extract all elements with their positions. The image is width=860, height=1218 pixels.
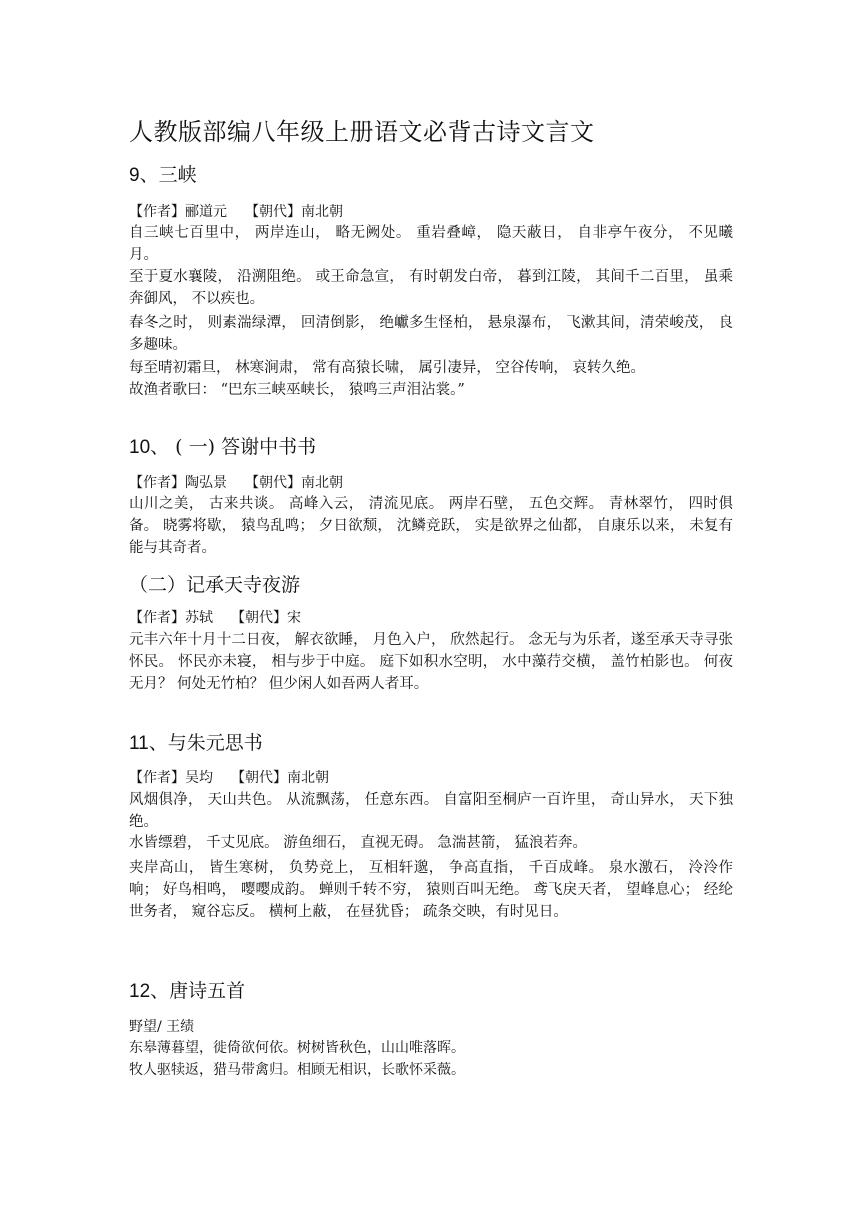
dynasty-name: 南北朝	[301, 475, 343, 491]
author-tag: 【作者】	[129, 770, 185, 786]
dynasty-name: 南北朝	[287, 770, 329, 786]
section-number: 11	[129, 733, 149, 754]
poem-title: 野望/ 王绩	[129, 1019, 195, 1035]
section-title-sanxia	[129, 160, 197, 187]
paragraph: 元丰六年十月十二日夜， 解衣欲睡， 月色入户， 欣然起行。 念无与为乐者，遂至承天寺寻张怀民。 怀民亦未寝， 相与步于中庭。 庭下如积水空明， 水中藻荇交横， 盖竹柏影也。 何夜无月？ 何处无竹柏？ 但少闲人如吾两人者耳。	[129, 632, 733, 692]
document-title: 人教版部编八年级上册语文必背古诗文言文	[129, 118, 595, 146]
author-tag: 【作者】	[129, 204, 185, 220]
section-number: 12	[129, 981, 151, 1002]
dynasty-name: 南北朝	[301, 204, 343, 220]
paragraph: 每至晴初霜旦， 林寒涧肃， 常有高猿长啸， 属引凄异， 空谷传响， 哀转久绝。	[129, 360, 646, 376]
section-number: 10	[129, 437, 151, 458]
paragraph: 故渔者歌曰： “巴东三峡巫峡长， 猿鸣三声泪沾裳。”	[129, 382, 465, 398]
section-title-dxzss	[129, 432, 316, 459]
dynasty-tag: 【朝代】	[231, 610, 287, 626]
author-name: 陶弘景	[185, 475, 227, 491]
dynasty-name: 宋	[287, 610, 301, 626]
author-line	[129, 201, 343, 221]
paragraph: 风烟俱净， 天山共色。 从流飘荡， 任意东西。 自富阳至桐庐一百许里， 奇山异水， 天下独绝。	[129, 792, 733, 830]
section-title-text: （二）记承天寺夜游	[129, 574, 301, 596]
author-line	[129, 607, 301, 627]
author-tag: 【作者】	[129, 610, 185, 626]
author-name: 苏轼	[185, 610, 213, 626]
poem-line: 东皋薄暮望，徙倚欲何依。树树皆秋色，山山唯落晖。	[129, 1040, 465, 1056]
section-number: 9	[129, 165, 140, 186]
paragraph: 自三峡七百里中， 两岸连山， 略无阙处。 重岩叠嶂， 隐天蔽日， 自非亭午夜分， 不见曦月。	[129, 225, 733, 263]
paragraph: 水皆缥碧， 千丈见底。 游鱼细石， 直视无碍。 急湍甚箭， 猛浪若奔。	[129, 835, 588, 851]
paragraph: 山川之美， 古来共谈。 高峰入云， 清流见底。 两岸石壁， 五色交辉。 青林翠竹， 四时俱备。 晓雾将歇， 猿鸟乱鸣； 夕日欲颓， 沈鳞竞跃， 实是欲界之仙都， 自康乐以来， 未复有能与其奇者。	[129, 496, 733, 556]
author-name: 郦道元	[185, 204, 227, 220]
author-tag: 【作者】	[129, 475, 185, 491]
section-title-yzyss	[129, 728, 263, 755]
section-title-jctsyy	[129, 570, 300, 597]
author-line	[129, 767, 329, 787]
section-title-text: 、三峡	[139, 164, 197, 186]
section-title-text: 、 ( 一) 答谢中书书	[150, 436, 317, 458]
poem-line: 牧人驱犊返，猎马带禽归。相顾无相识，长歌怀采薇。	[129, 1062, 465, 1078]
dynasty-tag: 【朝代】	[245, 475, 301, 491]
paragraph: 春冬之时， 则素湍绿潭， 回清倒影， 绝巘多生怪柏， 悬泉瀑布， 飞漱其间，清荣峻茂， 良多趣味。	[129, 315, 733, 353]
dynasty-tag: 【朝代】	[231, 770, 287, 786]
section-title-tswszs	[129, 976, 245, 1003]
paragraph: 至于夏水襄陵， 沿溯阻绝。 或王命急宣， 有时朝发白帝， 暮到江陵， 其间千二百里， 虽乘奔御风， 不以疾也。	[129, 269, 733, 307]
author-line	[129, 472, 343, 492]
section-title-text: 、唐诗五首	[150, 980, 246, 1002]
section-title-text: 、与朱元思书	[148, 732, 263, 754]
paragraph: 夹岸高山， 皆生寒树， 负势竞上， 互相轩邈， 争高直指， 千百成峰。 泉水激石， 泠泠作响； 好鸟相鸣， 嘤嘤成韵。 蝉则千转不穷， 猿则百叫无绝。 鸢飞戾天者， 望峰息心； 经纶世务者， 窥谷忘反。 横柯上蔽， 在昼犹昏； 疏条交映，有时见日。	[129, 860, 733, 920]
dynasty-tag: 【朝代】	[245, 204, 301, 220]
author-name: 吴均	[185, 770, 213, 786]
